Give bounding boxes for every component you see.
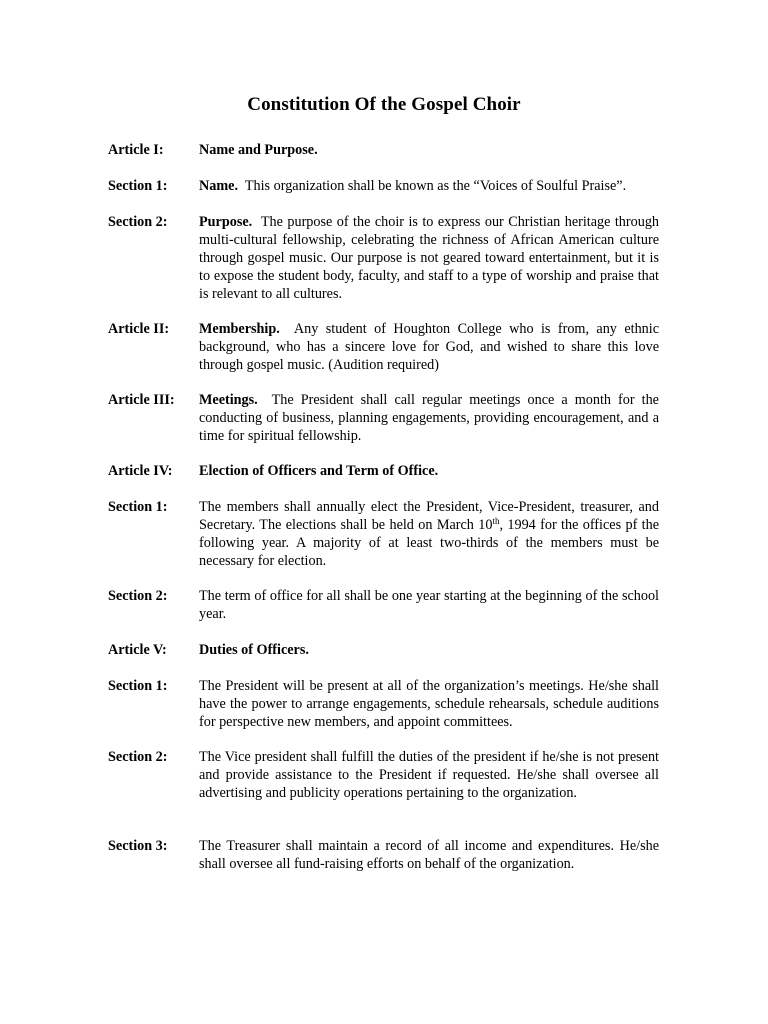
article-3-heading: Meetings. [199,392,258,408]
article-5-section-2-label: Section 2: [108,749,168,765]
article-1-section-2-text: The purpose of the choir is to express our Christian heritage through multi-cultural fellowship, celebrating the richness of African American culture through gospel music. Our purpose is not geared toward entertainment, but it is to expose the student body, faculty, and staff to a type of worship and praise that is relevant to all cultures. [199,214,660,302]
article-1-body [199,141,659,159]
article-4-section-1-text-after: , 1994 for the offices pf the following year. A majority of at least two-thirds of the members must be necessary for election. [199,517,659,569]
article-1-section-2-label: Section 2: [108,214,168,230]
article-4-section-2-label: Section 2: [108,588,168,604]
article-1-heading: Name and Purpose. [199,142,318,158]
article-5-section-1-body: The President will be present at all of the organization’s meetings. He/she shall have the power to arrange engagements, schedule rehearsals, schedule auditions for perspective new members, and appoint committees. [199,678,659,730]
article-5-section-1-label: Section 1: [108,678,168,694]
article-4-heading: Election of Officers and Term of Office. [199,463,439,479]
article-2-label: Article II: [108,321,170,337]
article-3-label: Article III: [108,392,175,408]
article-4-section-1-text-before: The members shall annually elect the President, Vice-President, treasurer, and Secretary. The elections shall be held on March 10 [199,499,659,533]
article-2-body [199,320,659,374]
article-3-body [199,391,659,445]
article-4-section-1-label: Section 1: [108,499,168,515]
ordinal-superscript: th [492,516,500,526]
article-5-body [199,641,659,659]
article-3-text: The President shall call regular meetings once a month for the conducting of business, planning engagements, providing encouragement, and a time for spiritual fellowship. [199,392,659,444]
article-1-section-1-label: Section 1: [108,178,168,194]
article-4-section-2-body: The term of office for all shall be one year starting at the beginning of the school year. [199,588,659,622]
article-2-heading: Membership. [199,321,280,337]
article-5-label: Article V: [108,642,167,658]
article-1-section-2-heading: Purpose. [199,214,253,230]
article-4-section-1-body [199,498,659,570]
document-title: Constitution Of the Gospel Choir [247,94,521,115]
article-5-section-3-label: Section 3: [108,838,168,854]
article-1-section-1-body [199,177,659,195]
article-4-label: Article IV: [108,463,173,479]
article-1-section-1-heading: Name. [199,178,239,194]
article-1-section-1-text: This organization shall be known as the “Voices of Soulful Praise”. [244,178,627,194]
article-1-section-2-body [199,213,659,303]
article-5-heading: Duties of Officers. [199,642,309,658]
article-5-section-2-body: The Vice president shall fulfill the duties of the president if he/she is not present and provide assistance to the President if requested. He/she shall oversee all advertising and publicity operations pertaining to the organization. [199,749,659,801]
article-2-text: Any student of Houghton College who is from, any ethnic background, who has a sincere love for God, and wished to share this love through gospel music. (Audition required) [199,321,659,373]
article-4-body [199,462,659,480]
article-5-section-3-body: The Treasurer shall maintain a record of all income and expenditures. He/she shall oversee all fund-raising efforts on behalf of the organization. [199,838,659,872]
article-1-label: Article I: [108,142,164,158]
